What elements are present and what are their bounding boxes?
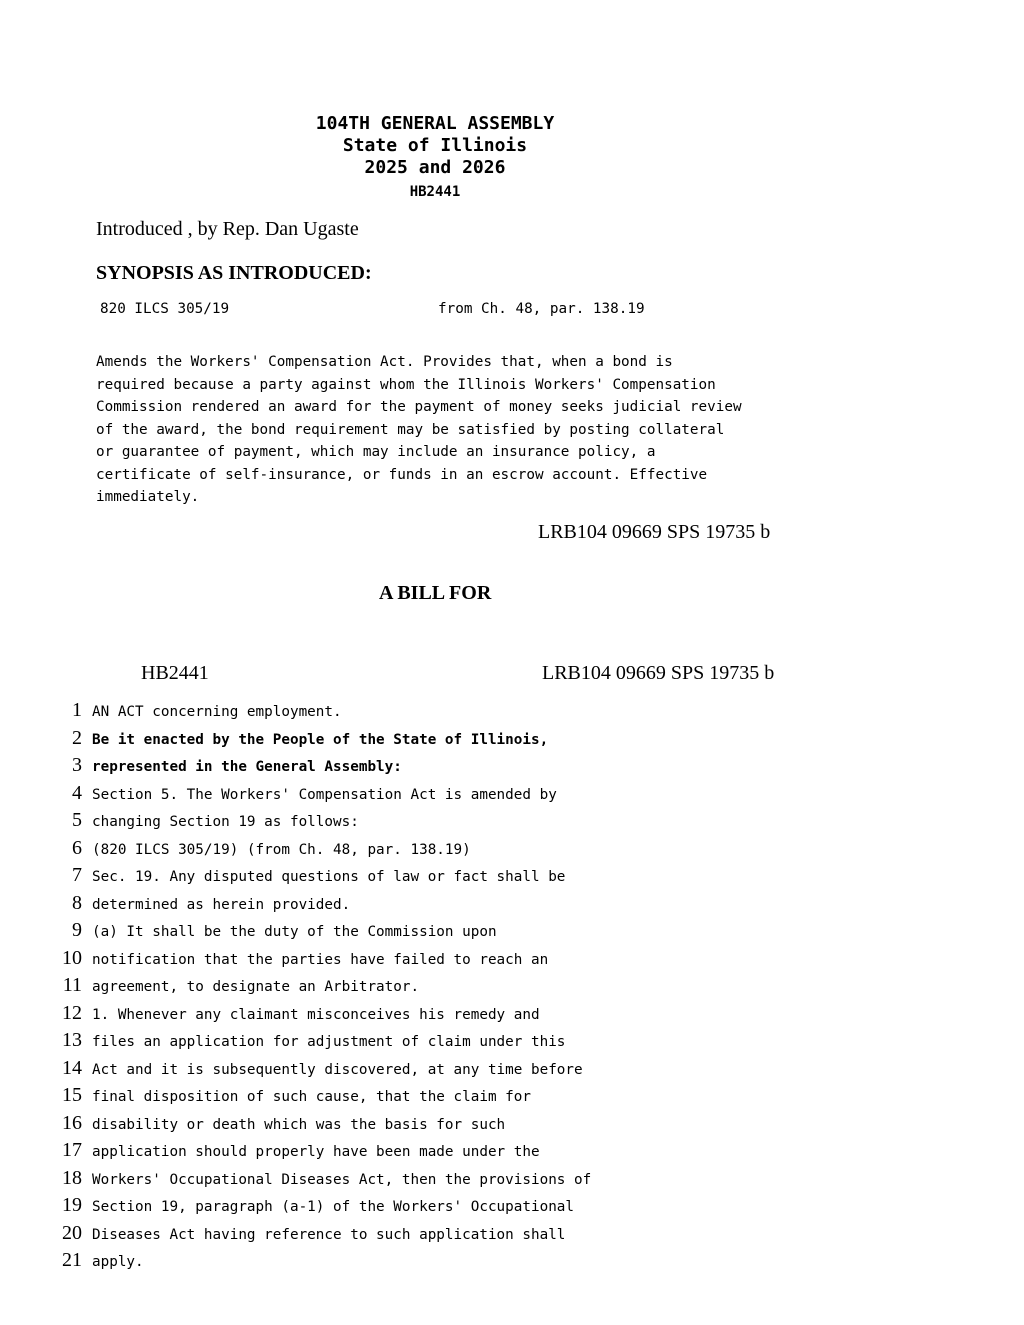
- bill-line: [50, 1249, 750, 1277]
- bill-number: HB2441: [409, 184, 461, 200]
- bill-text: [50, 699, 750, 1277]
- line-text: Act and it is subsequently discovered, at any time before: [92, 1061, 583, 1078]
- line-text: apply.: [92, 1254, 144, 1270]
- bill-line: [50, 809, 750, 837]
- line-number: 1: [72, 699, 82, 721]
- line-number: 3: [72, 754, 82, 776]
- line-number: 16: [62, 1111, 82, 1134]
- synopsis-from: from Ch. 48, par. 138.19: [438, 301, 645, 317]
- line-number: 17: [62, 1139, 82, 1161]
- synopsis-line: Commission rendered an award for the payment of money seeks judicial review: [96, 399, 742, 415]
- line-text: (820 ILCS 305/19) (from Ch. 48, par. 138.19): [92, 841, 471, 858]
- state-title: State of Illinois: [342, 135, 528, 156]
- synopsis-citation: 820 ILCS 305/19: [100, 301, 230, 317]
- synopsis-line: required because a party against whom the Illinois Workers' Compensation: [96, 376, 716, 393]
- lrb-code: LRB104 09669 SPS 19735 b: [538, 521, 771, 543]
- line-text: Section 19, paragraph (a-1) of the Workers' Occupational: [92, 1199, 575, 1215]
- line-text: Sec. 19. Any disputed questions of law or fact shall be: [92, 869, 566, 885]
- line-number: 7: [72, 864, 82, 886]
- line-text: Section 5. The Workers' Compensation Act is amended by: [92, 786, 557, 803]
- bill-line: [50, 892, 750, 920]
- bill-line: [50, 782, 750, 810]
- bill-line: [50, 1002, 750, 1030]
- bill-line: [50, 974, 750, 1002]
- bill-line: [50, 864, 750, 892]
- line-text: agreement, to designate an Arbitrator.: [92, 979, 420, 995]
- bill-line: [50, 1139, 750, 1167]
- line-text: changing Section 19 as follows:: [92, 814, 359, 830]
- bill-line: [50, 947, 750, 975]
- line-number: 9: [72, 919, 82, 941]
- bill-line: [50, 1194, 750, 1222]
- line-number: 15: [62, 1084, 82, 1106]
- line-number: 19: [62, 1194, 82, 1216]
- synopsis-body: [96, 351, 796, 509]
- line-text: determined as herein provided.: [92, 896, 351, 913]
- line-text: AN ACT concerning employment.: [92, 704, 342, 720]
- line-number: 13: [62, 1029, 82, 1051]
- line-text: final disposition of such cause, that the claim for: [92, 1089, 531, 1105]
- synopsis-line: or guarantee of payment, which may include an insurance policy, a: [96, 444, 656, 460]
- a-bill-for: A BILL FOR: [379, 582, 492, 604]
- session-years: 2025 and 2026: [364, 157, 506, 178]
- bill-line: [50, 837, 750, 865]
- synopsis-line: certificate of self-insurance, or funds in an escrow account. Effective: [96, 466, 708, 483]
- line-text: files an application for adjustment of claim under this: [92, 1034, 566, 1050]
- line-number: 11: [62, 974, 82, 996]
- bill-line: [50, 1222, 750, 1250]
- synopsis-line: of the award, the bond requirement may be satisfied by posting collateral: [96, 421, 725, 438]
- line-number: 5: [72, 809, 82, 831]
- bill-line: [50, 699, 750, 727]
- bill-line: [50, 1167, 750, 1195]
- line-text: Workers' Occupational Diseases Act, then the provisions of: [92, 1171, 592, 1188]
- line-text: disability or death which was the basis for such: [92, 1116, 506, 1133]
- bill-line: [50, 727, 750, 755]
- line-number: 12: [62, 1001, 82, 1024]
- line-text: application should properly have been made under the: [92, 1144, 540, 1160]
- synopsis-line: Amends the Workers' Compensation Act. Provides that, when a bond is: [96, 354, 673, 370]
- bill-line: [50, 1029, 750, 1057]
- bill-line: [50, 1084, 750, 1112]
- introduced-by: Introduced , by Rep. Dan Ugaste: [96, 218, 359, 240]
- line-text: represented in the General Assembly:: [92, 759, 402, 775]
- page-header-bill-number: HB2441: [141, 662, 209, 684]
- line-number: 4: [72, 781, 82, 804]
- line-text: Diseases Act having reference to such application shall: [92, 1226, 566, 1243]
- line-text: notification that the parties have failed to reach an: [92, 951, 549, 968]
- line-number: 20: [62, 1221, 82, 1244]
- synopsis-heading: SYNOPSIS AS INTRODUCED:: [96, 262, 372, 284]
- bill-line: [50, 1112, 750, 1140]
- bill-line: [50, 1057, 750, 1085]
- page-header-lrb-code: LRB104 09669 SPS 19735 b: [542, 662, 775, 684]
- line-text: (a) It shall be the duty of the Commission upon: [92, 924, 497, 940]
- line-number: 2: [72, 726, 82, 749]
- line-number: 6: [72, 836, 82, 859]
- synopsis-line: immediately.: [96, 489, 200, 505]
- line-number: 14: [62, 1056, 82, 1079]
- line-number: 8: [72, 891, 82, 914]
- line-text: 1. Whenever any claimant misconceives his remedy and: [92, 1006, 540, 1023]
- line-number: 18: [62, 1166, 82, 1189]
- line-text: Be it enacted by the People of the State of Illinois,: [92, 731, 549, 748]
- bill-line: [50, 919, 750, 947]
- assembly-title: 104TH GENERAL ASSEMBLY: [315, 113, 555, 134]
- bill-line: [50, 754, 750, 782]
- line-number: 10: [62, 946, 82, 969]
- line-number: 21: [62, 1249, 82, 1271]
